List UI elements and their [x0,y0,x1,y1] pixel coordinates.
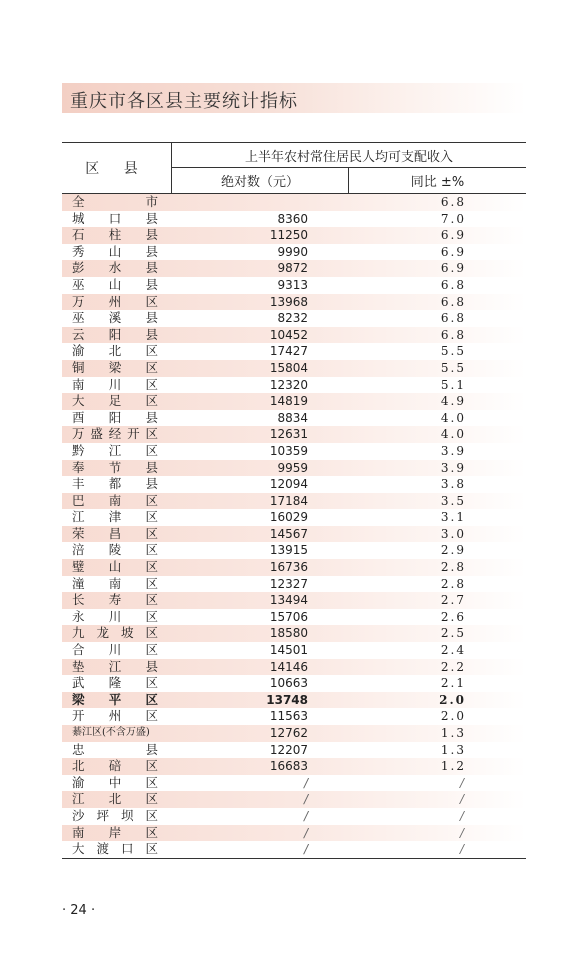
absolute-value: 9990 [277,244,308,259]
table-row [62,692,526,709]
table-row [62,625,526,642]
table-row [62,642,526,659]
absolute-value: 11250 [269,228,308,243]
yoy-value: 6.9 [440,261,466,276]
table-row [62,559,526,576]
absolute-value: / [303,792,308,807]
absolute-value: 8232 [277,311,308,326]
table-row [62,360,526,377]
absolute-value: / [303,775,308,790]
table-row [62,493,526,510]
table-body [62,194,526,859]
absolute-value: 9872 [277,261,308,276]
county-name: 大 渡 口 区 [72,841,158,857]
yoy-value: 6.8 [440,195,466,209]
absolute-value: 8834 [277,410,308,425]
absolute-value: 14146 [269,659,308,674]
yoy-value: 4.9 [440,394,466,409]
county-name: 涪 陵 区 [72,542,158,558]
county-name: 合 川 区 [72,642,158,658]
yoy-value: 6.8 [440,294,466,309]
table-row [62,609,526,626]
county-name: 渝 中 区 [72,774,158,790]
table-row [62,791,526,808]
county-name: 彭 水 县 [72,260,158,276]
yoy-value: 1.3 [440,726,466,740]
table-row [62,393,526,410]
table-row [62,443,526,460]
yoy-value: 6.8 [440,277,466,292]
table-header [62,142,526,194]
stats-table [62,142,526,859]
table-row [62,808,526,825]
county-name: 荣 昌 区 [72,525,158,541]
yoy-value: / [459,825,466,840]
table-row [62,194,526,211]
county-name: 大 足 区 [72,393,158,409]
yoy-value: 6.8 [440,327,466,342]
yoy-value: / [459,775,466,790]
table-row [62,775,526,792]
yoy-value: / [459,842,466,857]
yoy-value: 3.9 [440,443,466,458]
absolute-value: 9313 [277,277,308,292]
table-row [62,277,526,294]
absolute-value: 18580 [269,626,308,641]
county-name: 綦江区(不含万盛) [72,727,150,738]
table-row [62,260,526,277]
county-name: 武 隆 区 [72,675,158,691]
absolute-value: 12207 [269,742,308,757]
table-row [62,476,526,493]
yoy-value: 3.8 [440,477,466,492]
absolute-value: 15706 [269,609,308,624]
table-row [62,310,526,327]
absolute-value: 16736 [269,560,308,575]
table-row [62,576,526,593]
table-row [62,410,526,427]
absolute-value: 11563 [269,709,308,724]
county-name: 奉 节 县 [72,459,158,475]
yoy-value: 2.5 [440,626,466,641]
table-row [62,758,526,775]
table-row [62,725,526,742]
yoy-value: / [459,792,466,807]
county-name: 璧 山 区 [72,559,158,575]
table-row [62,327,526,344]
yoy-value: 5.1 [440,377,466,392]
county-name: 江 北 区 [72,791,158,807]
county-name: 万 州 区 [72,293,158,309]
yoy-value: 1.3 [440,742,466,757]
table-row [62,742,526,759]
table-row [62,509,526,526]
county-name: 渝 北 区 [72,343,158,359]
county-name: 九 龙 坡 区 [72,625,158,641]
absolute-value: 17427 [269,344,308,359]
county-name: 梁 平 区 [72,691,158,707]
yoy-value: 2.8 [440,560,466,575]
yoy-value: 2.8 [440,576,466,591]
absolute-value: 13494 [269,593,308,608]
yoy-value: / [459,808,466,823]
absolute-value: 14819 [269,394,308,409]
absolute-value: 13968 [269,294,308,309]
absolute-value: / [303,842,308,857]
table-row [62,211,526,228]
yoy-value: 1.2 [440,759,466,774]
county-name: 南 川 区 [72,376,158,392]
absolute-value: 12327 [269,576,308,591]
table-row [62,244,526,261]
table-row [62,460,526,477]
county-name: 长 寿 区 [72,592,158,608]
yoy-value: 5.5 [440,344,466,359]
table-row [62,426,526,443]
county-name: 忠 县 [72,741,158,757]
yoy-value: 4.0 [440,427,466,442]
county-name: 黔 江 区 [72,442,158,458]
yoy-value: 6.9 [440,244,466,259]
table-row [62,227,526,244]
county-name: 潼 南 区 [72,575,158,591]
county-name: 巫 溪 县 [72,310,158,326]
county-name: 沙 坪 坝 区 [72,807,158,823]
absolute-value: 9959 [277,460,308,475]
page-number: · 24 · [62,903,96,918]
county-name: 丰 都 县 [72,476,158,492]
yoy-value: 3.5 [440,493,466,508]
absolute-value: 13915 [269,543,308,558]
yoy-value: 2.6 [440,609,466,624]
absolute-value: / [303,808,308,823]
table-row [62,675,526,692]
county-name: 城 口 县 [72,210,158,226]
yoy-value: 5.5 [440,360,466,375]
table-row [62,542,526,559]
absolute-value: 10452 [269,327,308,342]
county-name: 江 津 区 [72,509,158,525]
county-name: 巴 南 区 [72,492,158,508]
table-row [62,294,526,311]
absolute-value: 12631 [269,427,308,442]
absolute-value: 17184 [269,493,308,508]
absolute-value: 12094 [269,477,308,492]
yoy-value: 2.2 [440,659,466,674]
title-bar [62,83,526,113]
table-row [62,825,526,842]
yoy-value: 2.9 [440,543,466,558]
table-row [62,659,526,676]
county-name: 垫 江 县 [72,658,158,674]
absolute-value: 8360 [277,211,308,226]
header-income-group: 上半年农村常住居民人均可支配收入 [172,143,526,168]
county-name: 酉 阳 县 [72,409,158,425]
county-name: 铜 梁 区 [72,359,158,375]
table-row [62,526,526,543]
absolute-value: 16683 [269,759,308,774]
yoy-value: 3.0 [440,526,466,541]
absolute-value: 10359 [269,443,308,458]
yoy-value: 3.1 [440,510,466,525]
county-name: 南 岸 区 [72,824,158,840]
absolute-value: / [303,825,308,840]
header-county: 区 县 [62,143,172,193]
absolute-value: 10663 [269,676,308,691]
county-name: 开 州 区 [72,708,158,724]
yoy-value: 2.1 [440,676,466,691]
absolute-value: 15804 [269,360,308,375]
absolute-value: 16029 [269,510,308,525]
absolute-value: 13748 [266,692,308,707]
yoy-value: 2.0 [439,692,466,707]
absolute-value: 12320 [269,377,308,392]
county-name: 巫 山 县 [72,276,158,292]
table-row [62,377,526,394]
header-absolute: 绝对数（元） [172,168,349,193]
table-row [62,841,526,858]
yoy-value: 4.0 [440,410,466,425]
county-name: 石 柱 县 [72,227,158,243]
yoy-value: 3.9 [440,460,466,475]
county-name: 永 川 区 [72,608,158,624]
county-name: 北 碚 区 [72,758,158,774]
header-yoy: 同比 ±% [410,175,465,190]
county-name: 万 盛 经 开 区 [72,426,158,442]
absolute-value: 14567 [269,526,308,541]
table-row [62,343,526,360]
yoy-value: 2.4 [440,643,466,658]
county-name: 云 阳 县 [72,326,158,342]
county-name: 秀 山 县 [72,243,158,259]
yoy-value: 6.8 [440,311,466,326]
page-title: 重庆市各区县主要统计指标 [70,91,298,112]
absolute-value: 12762 [269,726,308,740]
table-row [62,708,526,725]
county-name: 全 市 [72,194,158,209]
table-row [62,592,526,609]
yoy-value: 2.0 [440,709,466,724]
yoy-value: 6.9 [440,228,466,243]
yoy-value: 2.7 [440,593,466,608]
yoy-value: 7.0 [440,211,466,226]
absolute-value: 14501 [269,643,308,658]
